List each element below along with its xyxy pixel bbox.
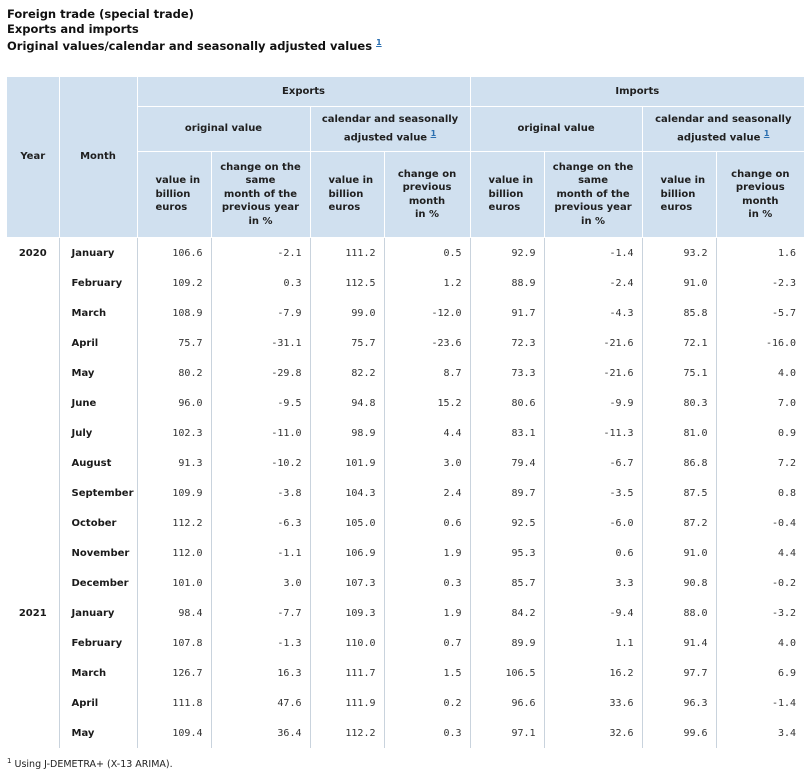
imports-mom-change-cell: 4.4 xyxy=(778,547,797,559)
year-cell xyxy=(7,688,59,718)
exports-yoy-change-cell: -11.0 xyxy=(211,418,310,448)
subheader-line: change on xyxy=(731,168,790,180)
year-cell xyxy=(7,448,59,478)
col-header-month: Month xyxy=(59,77,137,238)
imports-yoy-change-cell: 3.3 xyxy=(544,568,642,598)
year-cell xyxy=(7,298,59,328)
subheader-line: change on the xyxy=(552,161,634,173)
exports-original-value-cell: 80.2 xyxy=(137,358,211,388)
table-title-block xyxy=(7,7,382,53)
seasonal-line-2: adjusted value xyxy=(677,132,761,144)
exports-adjusted-value-cell: 106.9 xyxy=(310,538,384,568)
exports-mom-change-cell: 4.4 xyxy=(384,418,470,448)
imports-adjusted-value-cell: 97.7 xyxy=(642,658,716,688)
imports-mom-change-cell: 4.0 xyxy=(778,367,797,379)
table-row xyxy=(7,268,804,298)
imports-mom-change-cell: -2.3 xyxy=(771,277,797,289)
month-cell: May xyxy=(59,358,137,388)
title-line-3 xyxy=(7,36,382,53)
imports-yoy-change-cell: 32.6 xyxy=(544,718,642,748)
seasonal-line-1: calendar and seasonally xyxy=(655,114,792,126)
subheader-line: value in xyxy=(660,175,706,187)
subheader-line: previous year xyxy=(554,202,632,214)
title-line-2: Exports and imports xyxy=(7,21,139,36)
table-row xyxy=(7,298,804,328)
imports-original-value-cell: 89.9 xyxy=(470,628,544,658)
month-cell: August xyxy=(59,448,137,478)
year-cell xyxy=(7,628,59,658)
imports-adjusted-value-cell: 91.0 xyxy=(642,538,716,568)
month-cell: June xyxy=(59,388,137,418)
imports-original-value-cell: 85.7 xyxy=(470,568,544,598)
exports-yoy-change-cell: -29.8 xyxy=(211,358,310,388)
exports-mom-subheader xyxy=(384,152,470,238)
imports-mom-change-cell: -5.7 xyxy=(771,307,797,319)
imports-mom-change-cell: -0.4 xyxy=(771,517,797,529)
exports-yoy-change-cell: 47.6 xyxy=(211,688,310,718)
subheader-line: month xyxy=(408,195,446,207)
exports-mom-change-cell: 15.2 xyxy=(384,388,470,418)
year-cell xyxy=(7,478,59,508)
exports-adjusted-value-cell: 75.7 xyxy=(310,328,384,358)
imports-mom-change-cell: -1.4 xyxy=(771,697,797,709)
subheader-line: billion xyxy=(488,188,524,200)
imports-mom-change-cell: 0.9 xyxy=(778,427,797,439)
subheader-line: billion xyxy=(328,188,364,200)
imports-yoy-change-cell: -9.9 xyxy=(544,388,642,418)
subheader-line: previous xyxy=(402,182,452,193)
month-cell: July xyxy=(59,418,137,448)
imports-yoy-change-cell: -9.4 xyxy=(544,598,642,628)
year-cell xyxy=(7,388,59,418)
month-cell: November xyxy=(59,538,137,568)
imports-yoy-change-cell: -4.3 xyxy=(544,298,642,328)
exports-mom-change-cell: 0.6 xyxy=(384,508,470,538)
exports-original-value-cell: 107.8 xyxy=(137,628,211,658)
imports-yoy-change-cell: -3.5 xyxy=(544,478,642,508)
year-cell xyxy=(7,358,59,388)
imports-original-value-cell: 72.3 xyxy=(470,328,544,358)
exports-mom-change-cell: 3.0 xyxy=(384,448,470,478)
table-row xyxy=(7,418,804,448)
exports-yoy-change-cell: -2.1 xyxy=(211,238,310,269)
exports-yoy-change-cell: -3.8 xyxy=(211,478,310,508)
subheader-line: in % xyxy=(414,209,440,220)
table-row xyxy=(7,658,804,688)
imports-adjusted-value-cell: 91.4 xyxy=(642,628,716,658)
month-cell: January xyxy=(59,598,137,628)
table-row xyxy=(7,538,804,568)
imports-yoy-subheader xyxy=(544,152,642,238)
imports-yoy-change-cell: -6.0 xyxy=(544,508,642,538)
exports-mom-change-cell: 0.3 xyxy=(384,568,470,598)
year-cell xyxy=(7,418,59,448)
exports-original-value-cell: 111.8 xyxy=(137,688,211,718)
exports-adjusted-value-cell: 99.0 xyxy=(310,298,384,328)
imports-adjusted-value-cell: 75.1 xyxy=(642,358,716,388)
subheader-line: in % xyxy=(248,215,273,227)
table-row xyxy=(7,388,804,418)
exports-adjusted-value-cell: 82.2 xyxy=(310,358,384,388)
exports-yoy-change-cell: 36.4 xyxy=(211,718,310,748)
exports-mom-change-cell: -12.0 xyxy=(384,298,470,328)
month-cell: March xyxy=(59,298,137,328)
imports-original-value-cell: 83.1 xyxy=(470,418,544,448)
year-cell: 2020 xyxy=(7,238,59,269)
imports-adjusted-value-cell: 80.3 xyxy=(642,388,716,418)
imports-original-value-cell: 106.5 xyxy=(470,658,544,688)
exports-mom-change-cell: 2.4 xyxy=(384,478,470,508)
imports-yoy-change-cell: -21.6 xyxy=(544,328,642,358)
exports-yoy-change-cell: -7.7 xyxy=(211,598,310,628)
imports-original-value-cell: 88.9 xyxy=(470,268,544,298)
table-row xyxy=(7,358,804,388)
exports-adjusted-value-cell: 107.3 xyxy=(310,568,384,598)
title-line-1: Foreign trade (special trade) xyxy=(7,7,194,21)
imports-yoy-change-cell: -11.3 xyxy=(544,418,642,448)
exports-adjusted-value-cell: 94.8 xyxy=(310,388,384,418)
subheader-line: change on the xyxy=(220,161,301,173)
subheader-line: billion xyxy=(660,188,696,200)
imports-mom-change-cell: 0.8 xyxy=(778,487,797,499)
subheader-line: month of the xyxy=(223,188,298,200)
imports-adjusted-value-cell: 81.0 xyxy=(642,418,716,448)
col-group-imports: Imports xyxy=(470,77,804,107)
exports-mom-change-cell: 8.7 xyxy=(384,358,470,388)
exports-original-value-cell: 109.2 xyxy=(137,268,211,298)
month-cell: December xyxy=(59,568,137,598)
imports-adjusted-value-cell: 99.6 xyxy=(642,718,716,748)
exports-original-value-header: original value xyxy=(137,107,310,152)
year-cell xyxy=(7,328,59,358)
exports-yoy-subheader xyxy=(211,152,310,238)
exports-mom-change-cell: 1.5 xyxy=(384,658,470,688)
seasonal-line-1: calendar and seasonally xyxy=(321,114,459,126)
exports-adjusted-value-cell: 112.5 xyxy=(310,268,384,298)
month-cell: September xyxy=(59,478,137,508)
imports-yoy-change-cell: 16.2 xyxy=(544,658,642,688)
month-cell: March xyxy=(59,658,137,688)
exports-seasonal-header xyxy=(310,107,470,152)
table-row xyxy=(7,328,804,358)
table-row xyxy=(7,568,804,598)
year-cell xyxy=(7,658,59,688)
imports-adjusted-value-cell: 88.0 xyxy=(642,598,716,628)
imports-seasonal-header xyxy=(642,107,804,152)
imports-adjusted-value-cell: 72.1 xyxy=(642,328,716,358)
imports-yoy-change-cell: -21.6 xyxy=(544,358,642,388)
exports-yoy-change-cell: 16.3 xyxy=(211,658,310,688)
subheader-line: value in xyxy=(488,175,534,187)
exports-adjusted-value-cell: 104.3 xyxy=(310,478,384,508)
imports-original-value-cell: 89.7 xyxy=(470,478,544,508)
imports-mom-change-cell: 7.0 xyxy=(778,397,797,409)
exports-value-subheader xyxy=(310,152,384,238)
imports-mom-change-cell: 6.9 xyxy=(778,667,797,679)
exports-mom-change-cell: 0.7 xyxy=(384,628,470,658)
exports-original-value-cell: 106.6 xyxy=(137,238,211,269)
imports-mom-change-cell: 7.2 xyxy=(778,457,797,469)
footnote-marker: 1 xyxy=(7,757,12,765)
table-row xyxy=(7,478,804,508)
imports-yoy-change-cell: -6.7 xyxy=(544,448,642,478)
exports-mom-change-cell: 0.5 xyxy=(384,238,470,269)
subheader-line: euros xyxy=(660,202,693,214)
imports-adjusted-value-cell: 87.2 xyxy=(642,508,716,538)
col-group-exports: Exports xyxy=(137,77,470,107)
imports-mom-subheader xyxy=(716,152,804,238)
table-row xyxy=(7,688,804,718)
exports-adjusted-value-cell: 111.2 xyxy=(310,238,384,269)
subheader-line: in % xyxy=(581,215,606,227)
table-row xyxy=(7,448,804,478)
exports-original-value-cell: 98.4 xyxy=(137,598,211,628)
imports-original-value-cell: 97.1 xyxy=(470,718,544,748)
exports-mom-change-cell: -23.6 xyxy=(384,328,470,358)
imports-yoy-change-cell: -1.4 xyxy=(544,238,642,269)
month-cell: February xyxy=(59,268,137,298)
footnote-text: Using J-DEMETRA+ (X-13 ARIMA). xyxy=(14,759,173,771)
exports-yoy-change-cell: -10.2 xyxy=(211,448,310,478)
month-cell: January xyxy=(59,238,137,269)
table-row xyxy=(7,598,804,628)
exports-mom-change-cell: 0.2 xyxy=(384,688,470,718)
exports-original-value-cell: 108.9 xyxy=(137,298,211,328)
subheader-line: euros xyxy=(328,202,361,214)
exports-adjusted-value-cell: 105.0 xyxy=(310,508,384,538)
imports-adjusted-value-cell: 90.8 xyxy=(642,568,716,598)
trade-table xyxy=(7,77,804,748)
footnote-link-exports[interactable]: 1 xyxy=(430,128,437,138)
exports-adjusted-value-cell: 111.9 xyxy=(310,688,384,718)
exports-yoy-change-cell: -6.3 xyxy=(211,508,310,538)
imports-original-value-cell: 73.3 xyxy=(470,358,544,388)
imports-yoy-change-cell: 1.1 xyxy=(544,628,642,658)
year-cell: 2021 xyxy=(7,598,59,628)
table-row xyxy=(7,508,804,538)
subheader-line: same xyxy=(578,175,608,187)
year-cell xyxy=(7,568,59,598)
imports-adjusted-value-cell: 86.8 xyxy=(642,448,716,478)
subheader-line: euros xyxy=(488,202,521,214)
imports-mom-change-cell: 1.6 xyxy=(778,247,797,259)
exports-mom-change-cell: 1.2 xyxy=(384,268,470,298)
imports-adjusted-value-cell: 93.2 xyxy=(642,238,716,269)
imports-original-value-cell: 91.7 xyxy=(470,298,544,328)
year-cell xyxy=(7,538,59,568)
subheader-line: value in xyxy=(328,175,374,187)
exports-original-value-cell: 109.4 xyxy=(137,718,211,748)
imports-yoy-change-cell: -2.4 xyxy=(544,268,642,298)
imports-adjusted-value-cell: 91.0 xyxy=(642,268,716,298)
exports-yoy-change-cell: -9.5 xyxy=(211,388,310,418)
table-row xyxy=(7,628,804,658)
imports-adjusted-value-cell: 85.8 xyxy=(642,298,716,328)
imports-original-value-cell: 92.5 xyxy=(470,508,544,538)
seasonal-line-2: adjusted value xyxy=(343,132,428,144)
exports-original-value-cell: 91.3 xyxy=(137,448,211,478)
exports-adjusted-value-cell: 109.3 xyxy=(310,598,384,628)
imports-original-value-cell: 95.3 xyxy=(470,538,544,568)
year-cell xyxy=(7,268,59,298)
table-row xyxy=(7,238,804,269)
exports-adjusted-value-cell: 111.7 xyxy=(310,658,384,688)
exports-original-value-cell: 126.7 xyxy=(137,658,211,688)
imports-adjusted-value-cell: 96.3 xyxy=(642,688,716,718)
exports-original-value-cell: 96.0 xyxy=(137,388,211,418)
exports-yoy-change-cell: -1.3 xyxy=(211,628,310,658)
exports-adjusted-value-cell: 98.9 xyxy=(310,418,384,448)
year-cell xyxy=(7,718,59,748)
subheader-line: in % xyxy=(748,209,773,220)
exports-original-value-cell: 101.0 xyxy=(137,568,211,598)
exports-original-value-cell: 75.7 xyxy=(137,328,211,358)
table-row xyxy=(7,718,804,748)
imports-original-value-cell: 79.4 xyxy=(470,448,544,478)
exports-yoy-change-cell: -31.1 xyxy=(211,328,310,358)
exports-yoy-change-cell: 0.3 xyxy=(211,268,310,298)
imports-mom-change-cell: 3.4 xyxy=(778,727,797,739)
imports-original-value-cell: 92.9 xyxy=(470,238,544,269)
subheader-line: month xyxy=(742,195,779,207)
month-cell: October xyxy=(59,508,137,538)
exports-mom-change-cell: 1.9 xyxy=(384,538,470,568)
month-cell: April xyxy=(59,688,137,718)
imports-mom-change-cell: -0.2 xyxy=(771,577,797,589)
title-line-3-text: Original values/calendar and seasonally adjusted values xyxy=(7,38,373,53)
footnote-link-imports[interactable]: 1 xyxy=(763,128,770,138)
subheader-line: euros xyxy=(155,202,188,214)
month-cell: February xyxy=(59,628,137,658)
exports-mom-change-cell: 1.9 xyxy=(384,598,470,628)
exports-adjusted-value-cell: 112.2 xyxy=(310,718,384,748)
imports-original-value-header: original value xyxy=(470,107,642,152)
exports-original-value-cell: 112.2 xyxy=(137,508,211,538)
month-cell: May xyxy=(59,718,137,748)
subheader-line: previous xyxy=(735,182,785,193)
imports-yoy-change-cell: 0.6 xyxy=(544,538,642,568)
imports-mom-change-cell: -3.2 xyxy=(771,607,797,619)
subheader-line: same xyxy=(245,175,276,187)
imports-value-subheader xyxy=(470,152,544,238)
year-cell xyxy=(7,508,59,538)
exports-value-subheader xyxy=(137,152,211,238)
subheader-line: change on xyxy=(397,168,457,180)
col-header-year: Year xyxy=(7,77,59,238)
imports-mom-change-cell: 4.0 xyxy=(778,637,797,649)
imports-value-subheader xyxy=(642,152,716,238)
footnote-link-title[interactable]: 1 xyxy=(376,38,382,47)
subheader-line: billion xyxy=(155,188,191,200)
exports-original-value-cell: 112.0 xyxy=(137,538,211,568)
exports-mom-change-cell: 0.3 xyxy=(384,718,470,748)
exports-adjusted-value-cell: 101.9 xyxy=(310,448,384,478)
imports-yoy-change-cell: 33.6 xyxy=(544,688,642,718)
exports-original-value-cell: 102.3 xyxy=(137,418,211,448)
imports-adjusted-value-cell: 87.5 xyxy=(642,478,716,508)
footnote xyxy=(7,757,173,770)
exports-yoy-change-cell: -1.1 xyxy=(211,538,310,568)
subheader-line: previous year xyxy=(221,202,300,214)
exports-original-value-cell: 109.9 xyxy=(137,478,211,508)
exports-yoy-change-cell: -7.9 xyxy=(211,298,310,328)
imports-original-value-cell: 84.2 xyxy=(470,598,544,628)
imports-mom-change-cell: -16.0 xyxy=(765,337,797,349)
imports-original-value-cell: 96.6 xyxy=(470,688,544,718)
subheader-line: value in xyxy=(155,175,201,187)
exports-yoy-change-cell: 3.0 xyxy=(211,568,310,598)
subheader-line: month of the xyxy=(556,188,630,200)
imports-original-value-cell: 80.6 xyxy=(470,388,544,418)
month-cell: April xyxy=(59,328,137,358)
exports-adjusted-value-cell: 110.0 xyxy=(310,628,384,658)
